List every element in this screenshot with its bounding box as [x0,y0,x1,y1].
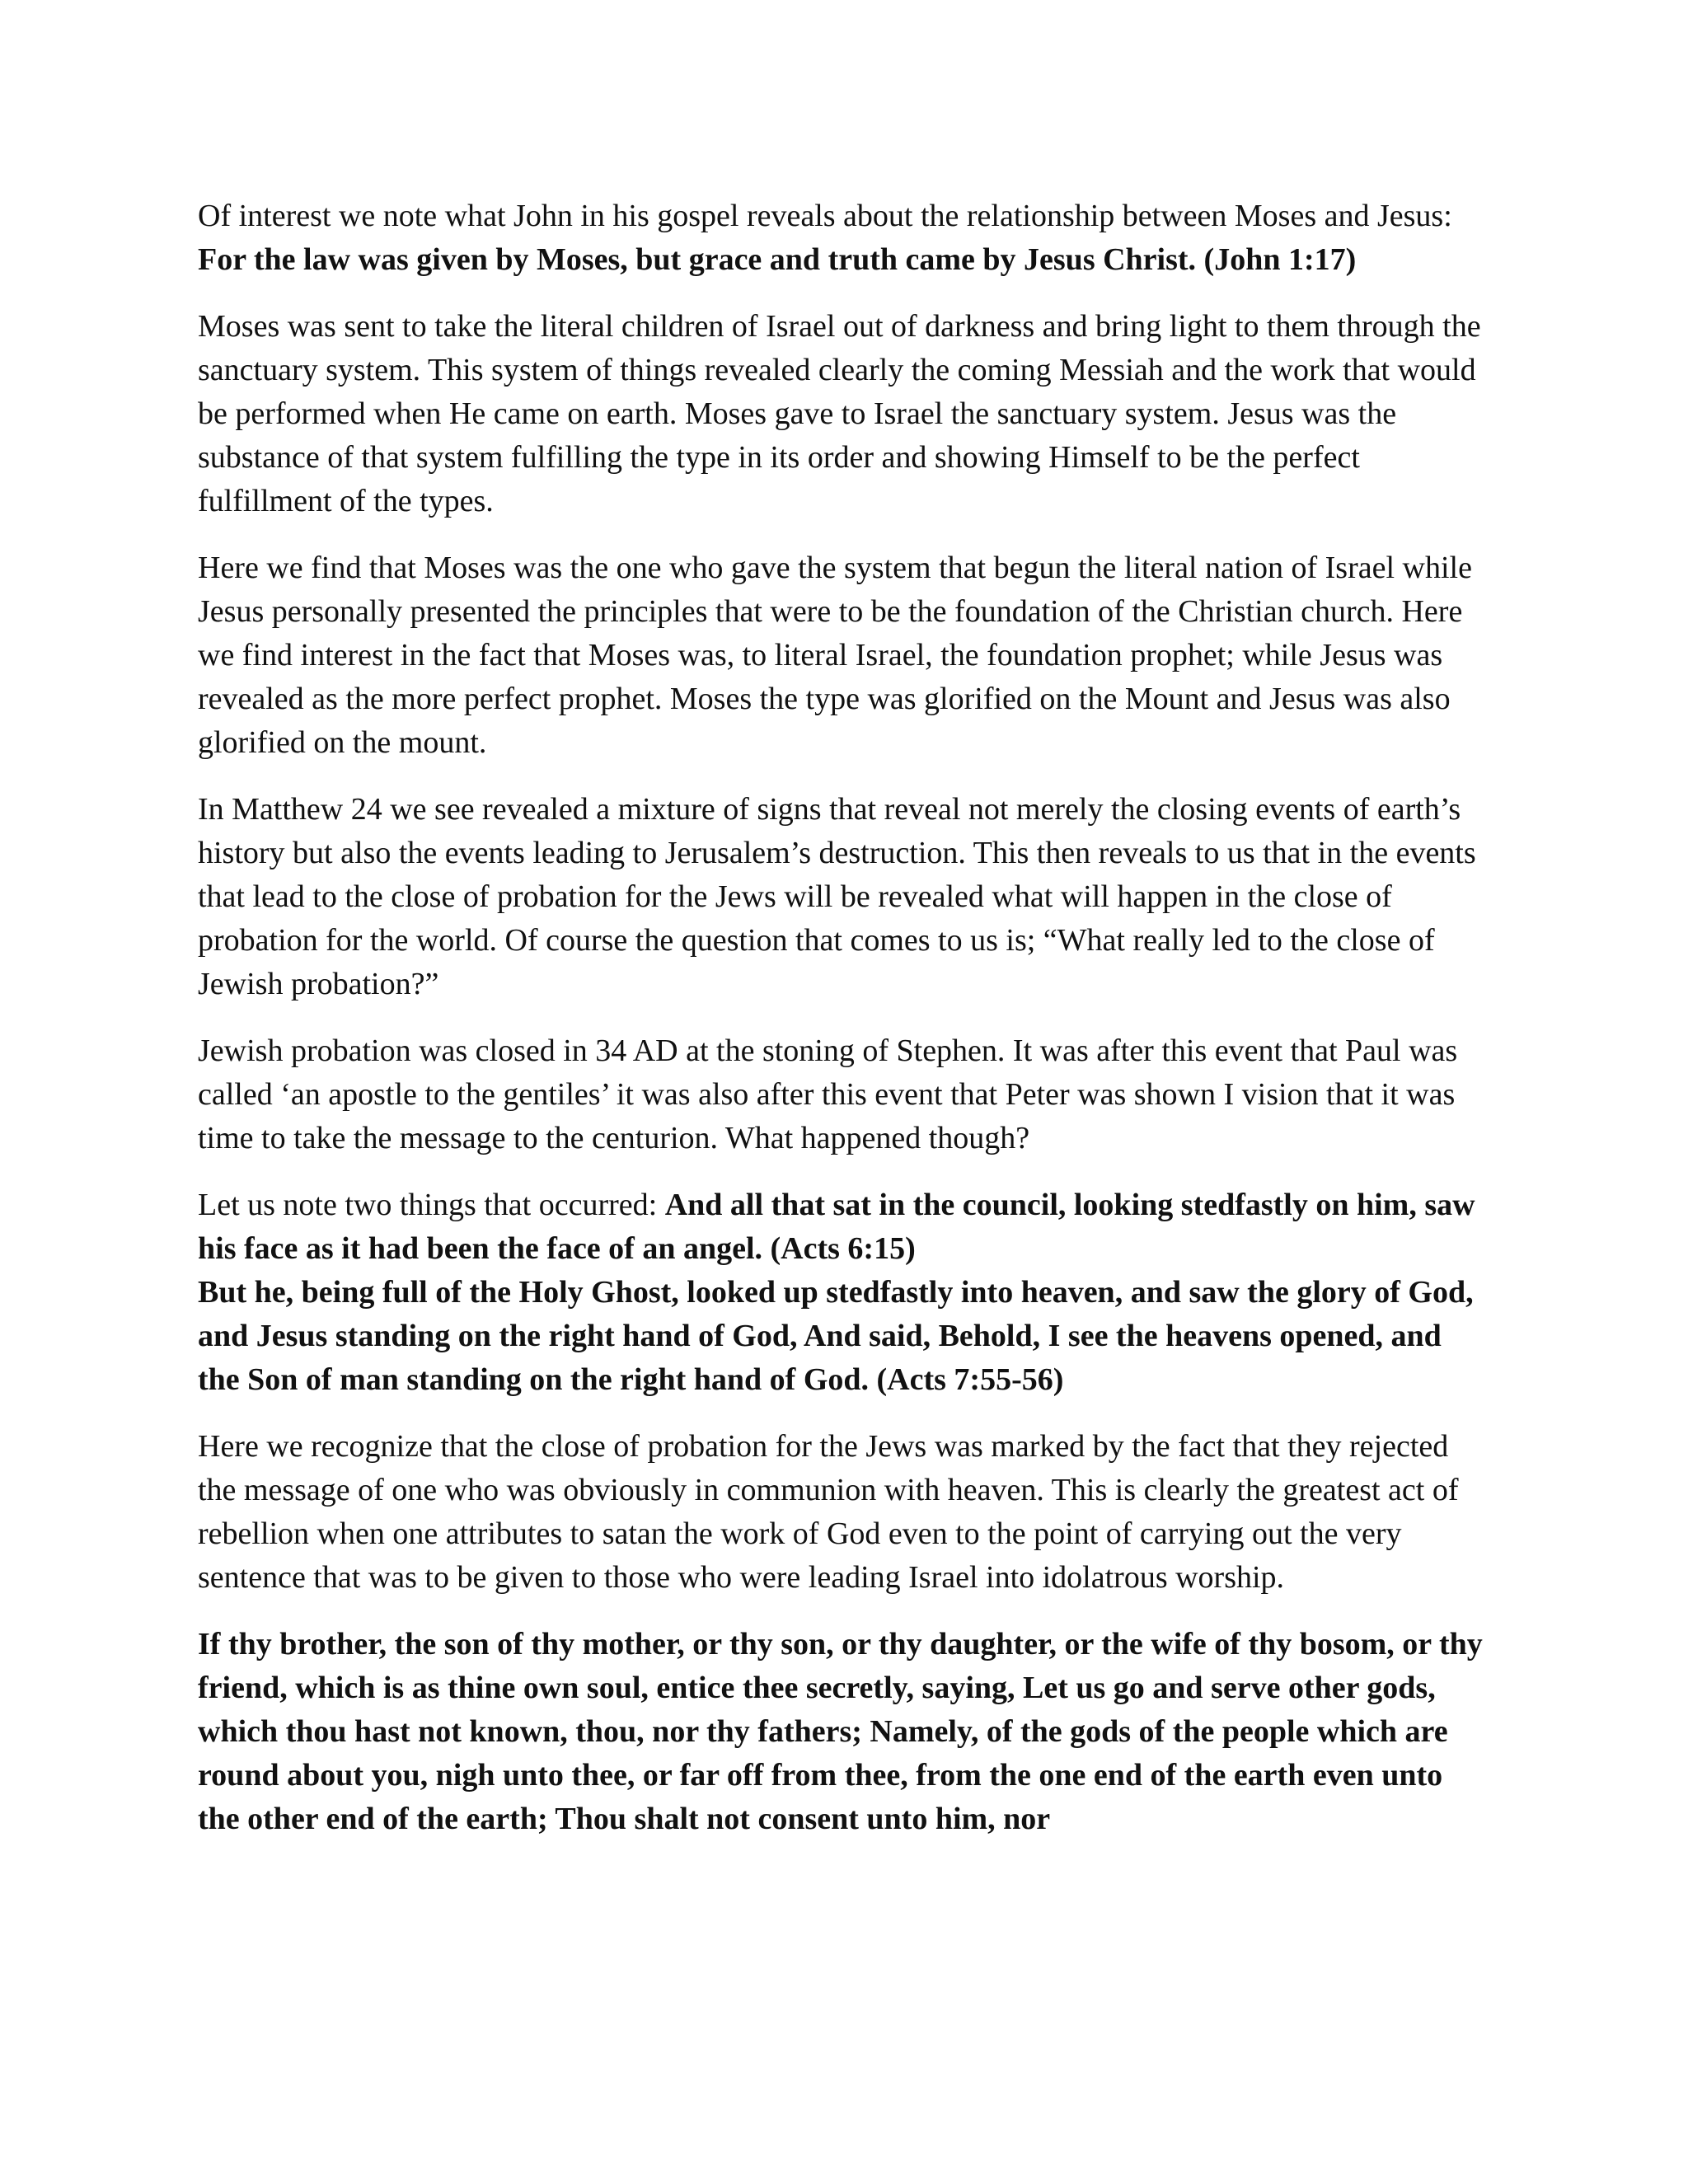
scripture-quote-john-1-17: For the law was given by Moses, but grace and truth came by Jesus Christ. (John 1:17) [198,242,1357,277]
document-body [198,194,1484,1864]
paragraph-close-of-probation: Here we recognize that the close of probation for the Jews was marked by the fact that they rejected the message of one who was obviously in communion with heaven. This is clearly the greatest act of rebellion when one attributes to satan the work of God even to the point of carrying out the very sentence that was to be given to those who were leading Israel into idolatrous worship. [198,1429,1459,1595]
paragraph-foundation-prophet: Here we find that Moses was the one who gave the system that begun the literal nation of Israel while Jesus personally presented the principles that were to be the foundation of the Christian church. Here we find interest in the fact that Moses was, to literal Israel, the foundation prophet; while Jesus was revealed as the more perfect prophet. Moses the type was glorified on the Mount and Jesus was also glorified on the mount. [198,551,1472,760]
paragraph-moses-sanctuary: Moses was sent to take the literal children of Israel out of darkness and bring light to them through the sanctuary system. This system of things revealed clearly the coming Messiah and the work that would be performed when He came on earth. Moses gave to Israel the sanctuary system. Jesus was the substance of that system fulfilling the type in its order and showing Himself to be the perfect fulfillment of the types. [198,309,1481,518]
paragraph-text: Let us note two things that occurred: [198,1188,665,1222]
scripture-quote-acts-6-15: And all that sat in the council, looking stedfastly on him, saw his face as it had been the face of an angel. (Acts 6:15) [198,1188,1475,1266]
paragraph-jewish-probation: Jewish probation was closed in 34 AD at the stoning of Stephen. It was after this event that Paul was called ‘an apostle to the gentiles’ it was also after this event that Peter was shown I vision that it was time to take the message to the centurion. What happened though? [198,1033,1458,1155]
paragraph-matthew-24: In Matthew 24 we see revealed a mixture of signs that reveal not merely the closing events of earth’s history but also the events leading to Jerusalem’s destruction. This then reveals to us that in the events that lead to the close of probation for the Jews will be revealed what will happen in the close of probation for the world. Of course the question that comes to us is; “What really led to the close of Jewish probation?” [198,792,1476,1001]
scripture-quote-acts-7-55: But he, being full of the Holy Ghost, looked up stedfastly into heaven, and saw the glory of God, and Jesus standing on the right hand of God, And said, Behold, I see the heavens opened, and the Son of man standing on the right hand of God. (Acts 7:55-56) [198,1275,1474,1397]
paragraph-stephen-quotes [198,1183,1484,1402]
paragraph-text: Of interest we note what John in his gospel reveals about the relationship between Moses and Jesus: [198,199,1452,233]
paragraph-john-quote [198,194,1484,282]
scripture-quote-deuteronomy: If thy brother, the son of thy mother, or thy son, or thy daughter, or the wife of thy bosom, or thy friend, which is as thine own soul, entice thee secretly, saying, Let us go and serve other gods, which thou hast not known, thou, nor thy fathers; Namely, of the gods of the people which are round about you, nigh unto thee, or far off from thee, from the one end of the earth even unto the other end of the earth; Thou shalt not consent unto him, nor [198,1627,1483,1836]
